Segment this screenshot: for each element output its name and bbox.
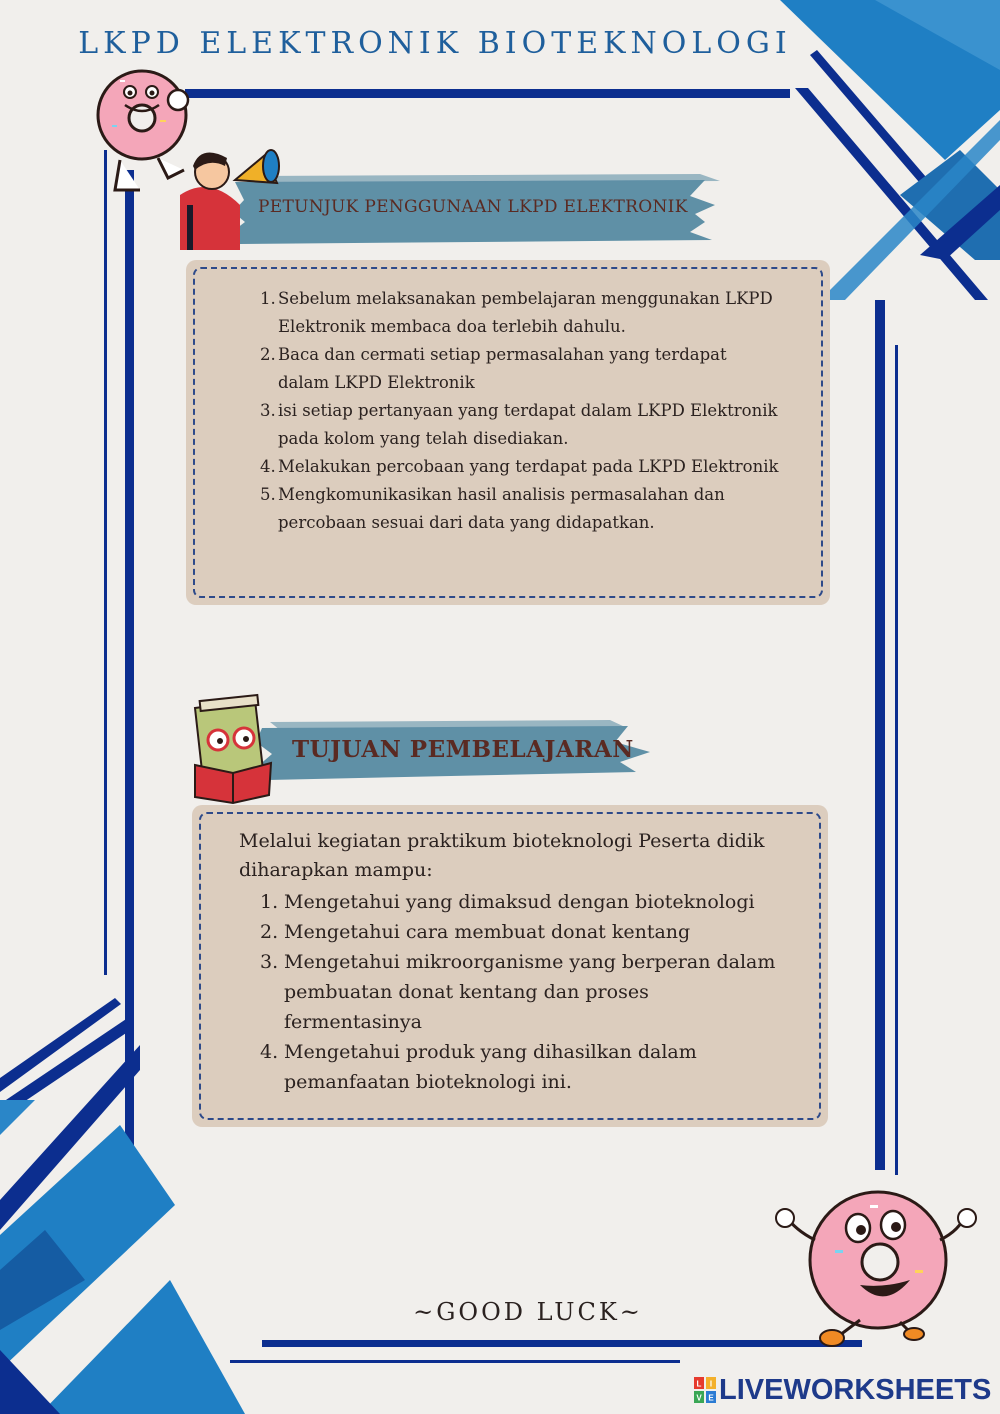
instructions-box	[186, 260, 830, 605]
objectives-list	[260, 887, 790, 1097]
list-item-number: 3.	[260, 401, 276, 420]
list-item	[260, 1037, 790, 1097]
list-item-text: Mengetahui cara membuat donat kentang	[284, 921, 691, 943]
list-item-number: 1.	[260, 289, 276, 308]
list-item	[260, 481, 780, 537]
list-item-text: Melakukan percobaan yang terdapat pada LKPD Elektronik	[278, 457, 779, 476]
donut-mascot-icon	[98, 71, 188, 190]
list-item-number: 2.	[260, 921, 279, 943]
logo-letter-i: I	[709, 1379, 713, 1389]
instructions-list	[260, 285, 780, 537]
good-luck-text: ~GOOD LUCK~	[413, 1298, 643, 1326]
brand-text: LIVEWORKSHEETS	[719, 1373, 992, 1406]
objectives-box	[192, 805, 828, 1127]
list-item-number: 4.	[260, 1041, 279, 1063]
list-item	[260, 397, 780, 453]
section-heading-petunjuk: PETUNJUK PENGGUNAAN LKPD ELEKTRONIK	[258, 197, 688, 217]
list-item	[260, 947, 790, 1037]
list-item	[260, 285, 780, 341]
logo-letter-v: V	[696, 1393, 702, 1403]
list-item	[260, 341, 780, 397]
list-item-number: 4.	[260, 457, 276, 476]
list-item-text: Baca dan cermati setiap permasalahan yang terdapat dalam LKPD Elektronik	[278, 345, 727, 392]
list-item-text: Sebelum melaksanakan pembelajaran menggunakan LKPD Elektronik membaca doa terlebih dahulu.	[278, 289, 773, 336]
list-item-text: Mengetahui mikroorganisme yang berperan dalam pembuatan donat kentang dan proses fermentasinya	[284, 951, 776, 1033]
list-item-number: 1.	[260, 891, 279, 913]
liveworksheets-brand	[694, 1373, 991, 1407]
list-item-text: Mengetahui yang dimaksud dengan bioteknologi	[284, 891, 755, 913]
section-heading-tujuan: TUJUAN PEMBELAJARAN	[292, 736, 634, 763]
page-title: LKPD ELEKTRONIK BIOTEKNOLOGI	[78, 26, 792, 61]
list-item	[260, 887, 790, 917]
list-item-text: isi setiap pertanyaan yang terdapat dalam LKPD Elektronik pada kolom yang telah disediakan.	[278, 401, 778, 448]
objectives-intro: Melalui kegiatan praktikum bioteknologi Peserta didik diharapkan mampu:	[239, 830, 765, 881]
logo-letter-l: L	[696, 1379, 702, 1389]
list-item-text: Mengkomunikasikan hasil analisis permasalahan dan percobaan sesuai dari data yang didapatkan.	[278, 485, 725, 532]
list-item-number: 3.	[260, 951, 279, 973]
list-item-number: 2.	[260, 345, 276, 364]
logo-letter-e: E	[708, 1393, 714, 1403]
book-character-icon	[195, 695, 271, 803]
liveworksheets-logo-icon	[694, 1377, 716, 1403]
list-item-number: 5.	[260, 485, 276, 504]
list-item-text: Mengetahui produk yang dihasilkan dalam pemanfaatan bioteknologi ini.	[284, 1041, 697, 1093]
list-item	[260, 917, 790, 947]
list-item	[260, 453, 780, 481]
